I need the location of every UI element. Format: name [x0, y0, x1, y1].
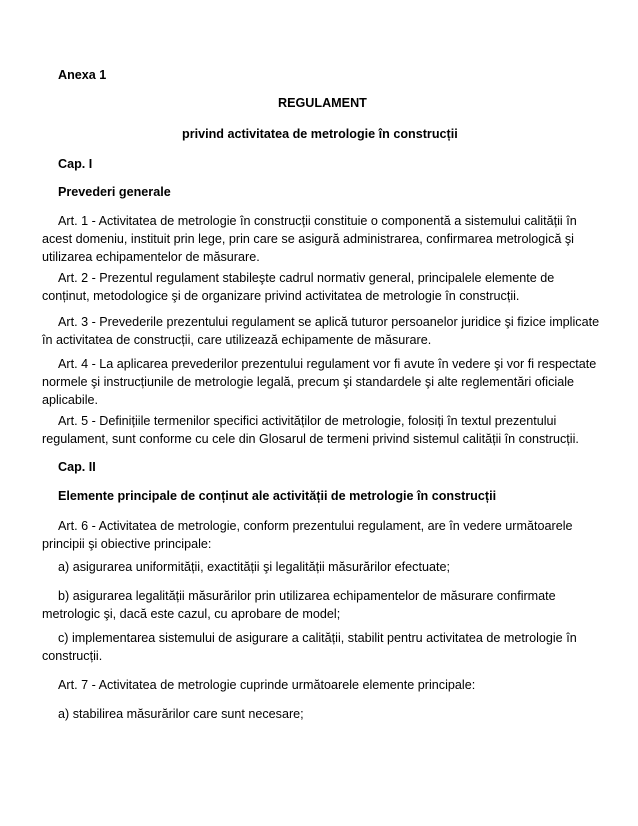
document-title: REGULAMENT	[278, 96, 367, 110]
article-4: Art. 4 - La aplicarea prevederilor prezentului regulament vor fi avute în vedere şi vor fi respectate normele şi instrucțiunile de metrologie legală, precum şi standardele şi alte reglementări oficiale aplicabile.	[42, 357, 597, 407]
chapter-2-heading: Elemente principale de conținut ale activității de metrologie în construcții	[58, 489, 497, 503]
article-6-item-c: c) implementarea sistemului de asigurare a calității, stabilit pentru activitatea de metrologie în construcții.	[42, 631, 577, 663]
article-7: Art. 7 - Activitatea de metrologie cuprinde următoarele elemente principale:	[58, 678, 476, 692]
chapter-2-label: Cap. II	[58, 460, 96, 474]
chapter-1-label: Cap. I	[58, 157, 93, 171]
annex-label: Anexa 1	[58, 68, 107, 82]
article-7-item-a: a) stabilirea măsurărilor care sunt necesare;	[58, 707, 304, 721]
chapter-1-heading: Prevederi generale	[58, 185, 171, 199]
article-5: Art. 5 - Definițiile termenilor specifici activităților de metrologie, folosiți în textul prezentului regulament, sunt conforme cu cele din Glosarul de termeni privind sistemul calității în construcții.	[42, 414, 579, 446]
article-6-item-a: a) asigurarea uniformității, exactității şi legalității măsurărilor efectuate;	[58, 560, 450, 574]
article-3: Art. 3 - Prevederile prezentului regulament se aplică tuturor persoanelor juridice şi fizice implicate în activitatea de construcții, care utilizează echipamente de măsurare.	[42, 315, 600, 347]
document-subtitle: privind activitatea de metrologie în construcții	[182, 127, 458, 141]
article-6-item-b: b) asigurarea legalității măsurărilor prin utilizarea echipamentelor de măsurare confirmate metrologic şi, dacă este cazul, cu aprobare de model;	[42, 589, 556, 621]
article-2: Art. 2 - Prezentul regulament stabileşte cadrul normativ general, principalele elemente de conținut, metodologice şi de organizare privind activitatea de metrologie în construcții.	[42, 271, 555, 303]
article-6: Art. 6 - Activitatea de metrologie, conform prezentului regulament, are în vedere următoarele principii şi obiective principale:	[42, 519, 573, 551]
article-1: Art. 1 - Activitatea de metrologie în construcții constituie o componentă a sistemului calității în acest domeniu, instituit prin lege, prin care se asigură administrarea, confirmarea metrologică şi utilizarea echipamentelor de măsurare.	[42, 214, 577, 264]
